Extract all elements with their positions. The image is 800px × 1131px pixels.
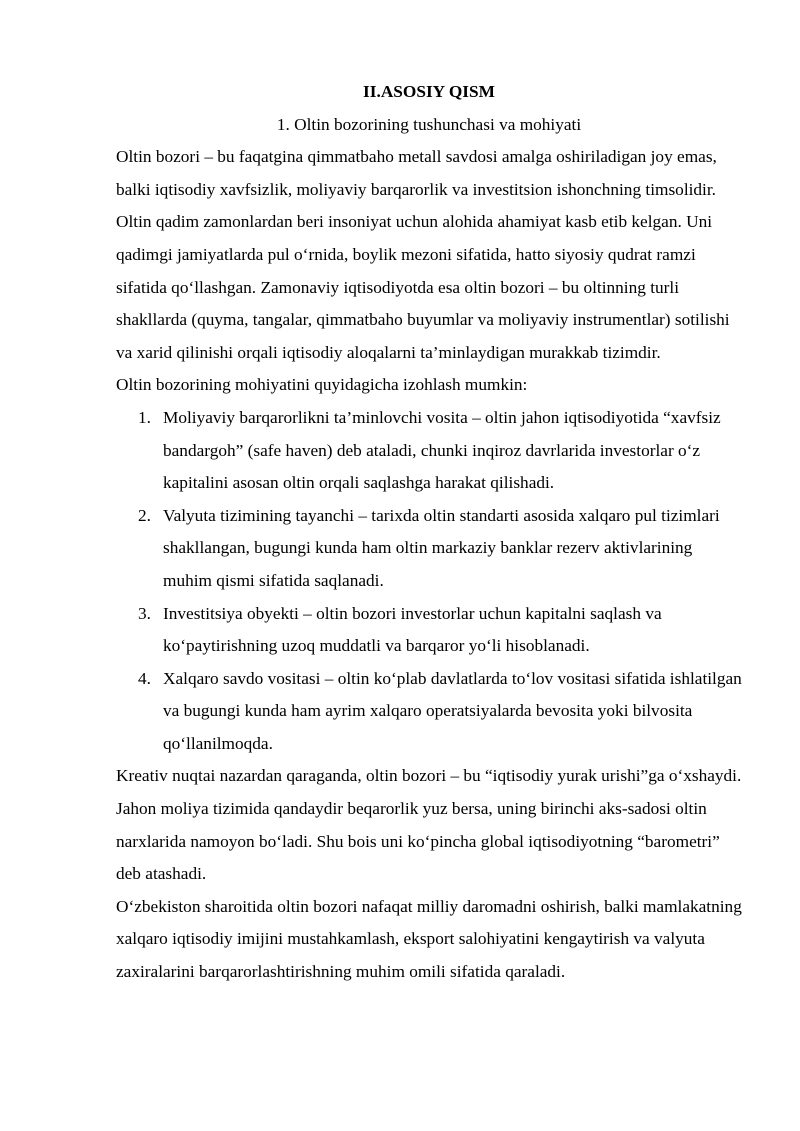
uzbekistan-paragraph: O‘zbekiston sharoitida oltin bozori nafaqat milliy daromadni oshirish, balki mamlakatning xalqaro iqtisodiy imijini mustahkamlash, eksport salohiyatini kengaytirish va valyuta zaxiralarini barqarorlashtirishning muhim omili sifatida qaraladi. (116, 896, 742, 982)
list-intro-paragraph: Oltin bozorining mohiyatini quyidagicha izohlash mumkin: (116, 375, 528, 395)
list-item-text: Xalqaro savdo vositasi – oltin ko‘plab davlatlarda to‘lov vositasi sifatida ishlatilgan va bugungi kunda ham ayrim xalqaro operatsiyalarda bevosita yoki bilvosita qo‘llanilmoqda. (163, 668, 742, 753)
list-item-number: 3. (138, 603, 151, 623)
list-item-number: 2. (138, 505, 151, 525)
list-item-text: Valyuta tizimining tayanchi – tarixda oltin standarti asosida xalqaro pul tizimlari shakllangan, bugungi kunda ham oltin markaziy banklar rezerv aktivlarining muhim qismi sifatida saqlanadi. (163, 505, 720, 590)
intro-paragraph: Oltin bozori – bu faqatgina qimmatbaho metall savdosi amalga oshiriladigan joy emas, balki iqtisodiy xavfsizlik, moliyaviy barqarorlik va investitsion ishonchning timsolidir. Oltin qadim zamonlardan beri insoniyat uchun alohida ahamiyat kasb etib kelgan. Uni qadimgi jamiyatlarda pul o‘rnida, boylik mezoni sifatida, hatto siyosiy qudrat ramzi sifatida qo‘llashgan. Zamonaviy iqtisodiyotda esa oltin bozori – bu oltinning turli shakllarda (quyma, tangalar, qimmatbaho buyumlar va moliyaviy instrumentlar) sotilishi va xarid qilinishi orqali iqtisodiy aloqalarni ta’minlaydigan murakkab tizimdir. (116, 147, 730, 362)
list-item (116, 500, 742, 598)
document-page (116, 76, 742, 989)
section-heading: II.ASOSIY QISM (363, 82, 495, 101)
list-item-text: Moliyaviy barqarorlikni ta’minlovchi vosita – oltin jahon iqtisodiyotida “xavfsiz bandargoh” (safe haven) deb ataladi, chunki inqiroz davrlarida investorlar o‘z kapitalini asosan oltin orqali saqlashga harakat qilishadi. (163, 407, 721, 493)
list-item (116, 402, 742, 500)
creative-view-paragraph: Kreativ nuqtai nazardan qaraganda, oltin bozori – bu “iqtisodiy yurak urishi”ga o‘xshaydi. Jahon moliya tizimida qandaydir beqarorlik yuz bersa, uning birinchi aks-sadosi oltin narxlarida namoyon bo‘ladi. Shu bois uni ko‘pincha global iqtisodiyotning “barometri” deb atashadi. (116, 766, 742, 884)
list-item-number: 4. (138, 668, 151, 688)
list-item-text: Investitsiya obyekti – oltin bozori investorlar uchun kapitalni saqlash va ko‘paytirishning uzoq muddatli va barqaror yo‘li hisoblanadi. (163, 603, 662, 656)
subsection-title: 1. Oltin bozorining tushunchasi va mohiyati (276, 114, 582, 134)
list-item (116, 663, 742, 761)
numbered-list (116, 402, 742, 761)
list-item (116, 598, 742, 663)
list-item-number: 1. (138, 407, 151, 427)
